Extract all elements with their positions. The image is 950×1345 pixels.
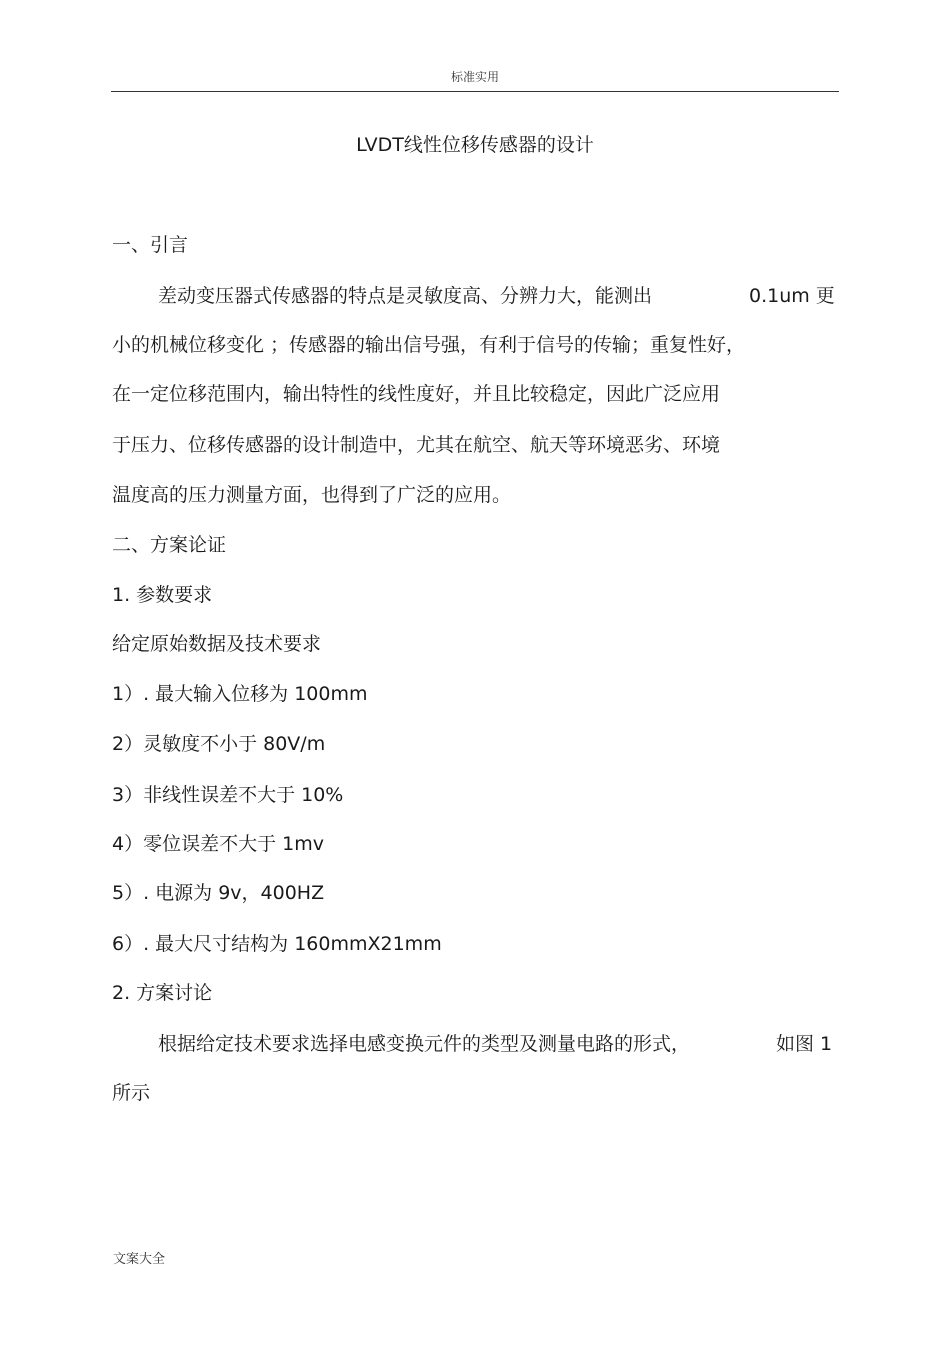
param-heading: 1. 参数要求 [112, 584, 213, 606]
requirement-4: 4）零位误差不大于 1mv [112, 833, 324, 855]
discuss-paragraph-line-2: 所示 [112, 1082, 151, 1104]
intro-paragraph-line-3: 在一定位移范围内，输出特性的线性度好，并且比较稳定，因此广泛应用 [112, 383, 721, 405]
document-title: LVDT线性位移传感器的设计 [356, 134, 594, 156]
requirement-5: 5）. 电源为 9v，400HZ [112, 882, 325, 904]
page-header: 标准实用 [450, 70, 499, 84]
discuss-heading: 2. 方案讨论 [112, 982, 213, 1004]
requirement-2: 2）灵敏度不小于 80V/m [112, 733, 326, 755]
requirement-6: 6）. 最大尺寸结构为 160mmX21mm [112, 933, 442, 955]
requirement-1: 1）. 最大输入位移为 100mm [112, 683, 368, 705]
intro-paragraph-line-4: 于压力、位移传感器的设计制造中，尤其在航空、航天等环境恶劣、环境 [112, 434, 721, 456]
intro-paragraph-line-2: 小的机械位移变化 ；传感器的输出信号强，有利于信号的传输；重复性好， [112, 334, 746, 356]
page-footer: 文案大全 [113, 1252, 166, 1267]
intro-paragraph-line-1: 差动变压器式传感器的特点是灵敏度高、分辨力大，能测出 [158, 285, 653, 307]
requirement-3: 3）非线性误差不大于 10% [112, 784, 344, 806]
plan-heading: 二、方案论证 [112, 534, 227, 556]
intro-paragraph-line-5: 温度高的压力测量方面，也得到了广泛的应用。 [112, 484, 512, 506]
given-text: 给定原始数据及技术要求 [112, 633, 322, 655]
intro-paragraph-line-1-end: 0.1um 更 [749, 285, 835, 307]
discuss-paragraph-line-1: 根据给定技术要求选择电感变换元件的类型及测量电路的形式， [158, 1033, 691, 1055]
intro-heading: 一、引言 [112, 234, 189, 256]
header-rule [111, 91, 839, 92]
discuss-paragraph-line-1-end: 如图 1 [776, 1033, 833, 1055]
